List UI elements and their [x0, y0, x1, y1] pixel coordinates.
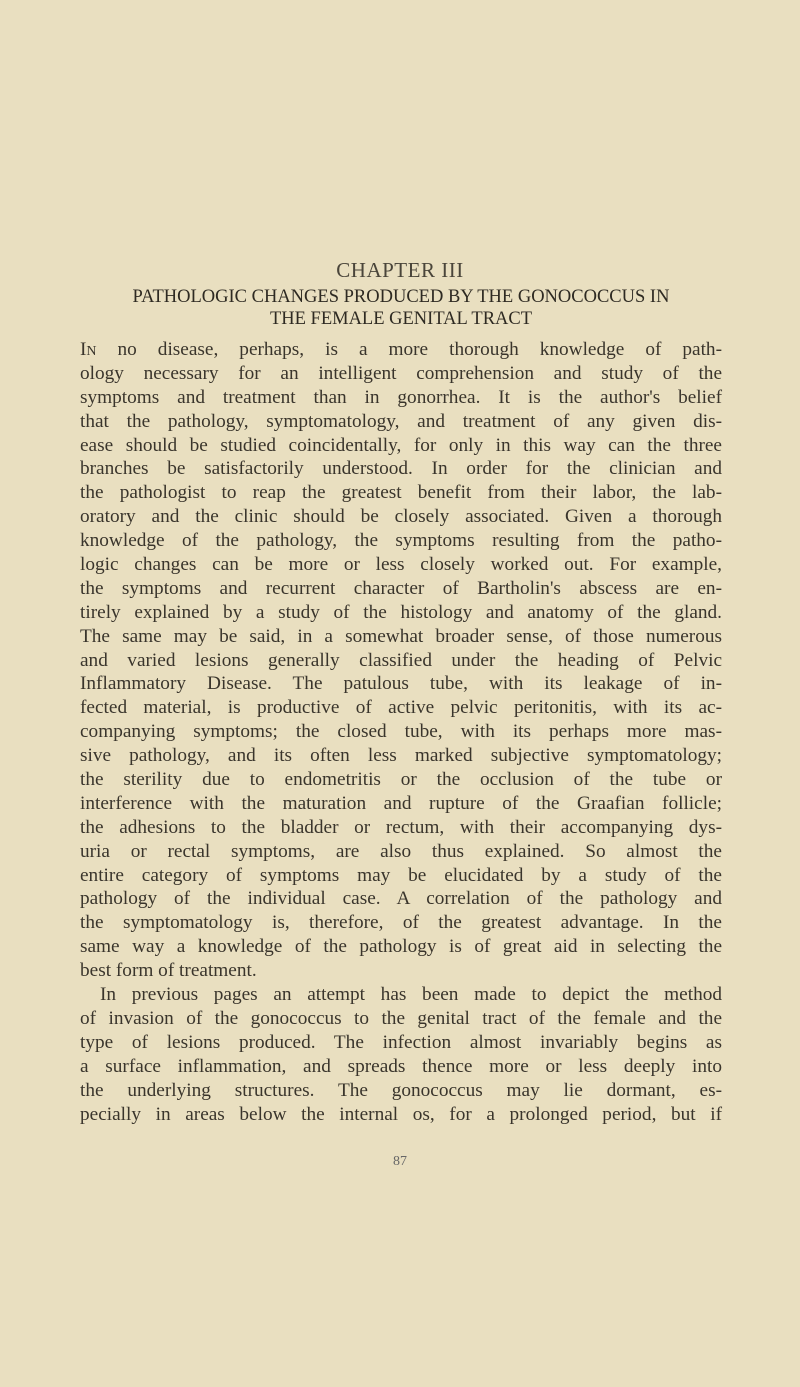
text-line: symptoms and treatment than in gonorrhea. It is the author's belief — [80, 386, 722, 408]
text-line: In previous pages an attempt has been made to depict the method — [100, 984, 722, 1006]
text-line: the sterility due to endometritis or the occlusion of the tube or — [80, 769, 722, 791]
text-line: interference with the maturation and rupture of the Graafian follicle; — [80, 792, 722, 814]
text-line: sive pathology, and its often less marked subjective symptomatology; — [80, 745, 722, 767]
text-line: branches be satisfactorily understood. In order for the clinician and — [80, 458, 722, 480]
text-line: the pathologist to reap the greatest benefit from their labor, the lab- — [80, 482, 722, 504]
text-line: Inflammatory Disease. The patulous tube, with its leakage of in- — [80, 673, 722, 695]
heading-line: PATHOLOGIC CHANGES PRODUCED BY THE GONOCOCCUS IN — [132, 287, 670, 307]
text-line: tirely explained by a study of the histology and anatomy of the gland. — [80, 601, 722, 623]
text-line: companying symptoms; the closed tube, with its perhaps more mas- — [80, 721, 722, 743]
text-line: fected material, is productive of active pelvic peritonitis, with its ac- — [80, 697, 722, 719]
text-line: uria or rectal symptoms, are also thus explained. So almost the — [80, 840, 722, 862]
text-line: type of lesions produced. The infection almost invariably begins as — [80, 1031, 722, 1053]
text-line: logic changes can be more or less closely worked out. For example, — [80, 554, 722, 576]
line-text: no disease, perhaps, is a more thorough knowledge of path- — [96, 339, 722, 360]
text-line: ease should be studied coincidentally, for only in this way can the three — [80, 434, 722, 456]
text-line: The same may be said, in a somewhat broader sense, of those numerous — [80, 625, 722, 647]
text-line: pathology of the individual case. A correlation of the pathology and — [80, 888, 722, 910]
text-line: same way a knowledge of the pathology is of great aid in selecting the — [80, 936, 722, 958]
text-line: best form of treatment. — [80, 960, 257, 982]
text-line: ology necessary for an intelligent comprehension and study of the — [80, 362, 722, 384]
text-line: the adhesions to the bladder or rectum, with their accompanying dys- — [80, 816, 722, 838]
text-line: that the pathology, symptomatology, and treatment of any given dis- — [80, 410, 722, 432]
text-line: entire category of symptoms may be elucidated by a study of the — [80, 864, 722, 886]
text-line: the underlying structures. The gonococcus may lie dormant, es- — [80, 1079, 722, 1101]
chapter-title: CHAPTER III — [336, 258, 464, 282]
drop-word: In — [80, 339, 97, 360]
text-line: the symptoms and recurrent character of Bartholin's abscess are en- — [80, 577, 722, 599]
text-line: oratory and the clinic should be closely associated. Given a thorough — [80, 506, 722, 528]
text-line: the symptomatology is, therefore, of the greatest advantage. In the — [80, 912, 722, 934]
body-text — [80, 338, 722, 1126]
heading-line: THE FEMALE GENITAL TRACT — [269, 309, 533, 329]
text-line: pecially in areas below the internal os, for a prolonged period, but if — [80, 1103, 722, 1125]
text-line: knowledge of the pathology, the symptoms resulting from the patho- — [80, 530, 722, 552]
text-line: a surface inflammation, and spreads thence more or less deeply into — [80, 1055, 722, 1077]
text-line: of invasion of the gonococcus to the genital tract of the female and the — [80, 1007, 722, 1029]
text-line: and varied lesions generally classified under the heading of Pelvic — [80, 649, 722, 671]
text-line — [80, 338, 722, 362]
page-number: 87 — [393, 1154, 407, 1169]
chapter-heading — [80, 286, 722, 330]
